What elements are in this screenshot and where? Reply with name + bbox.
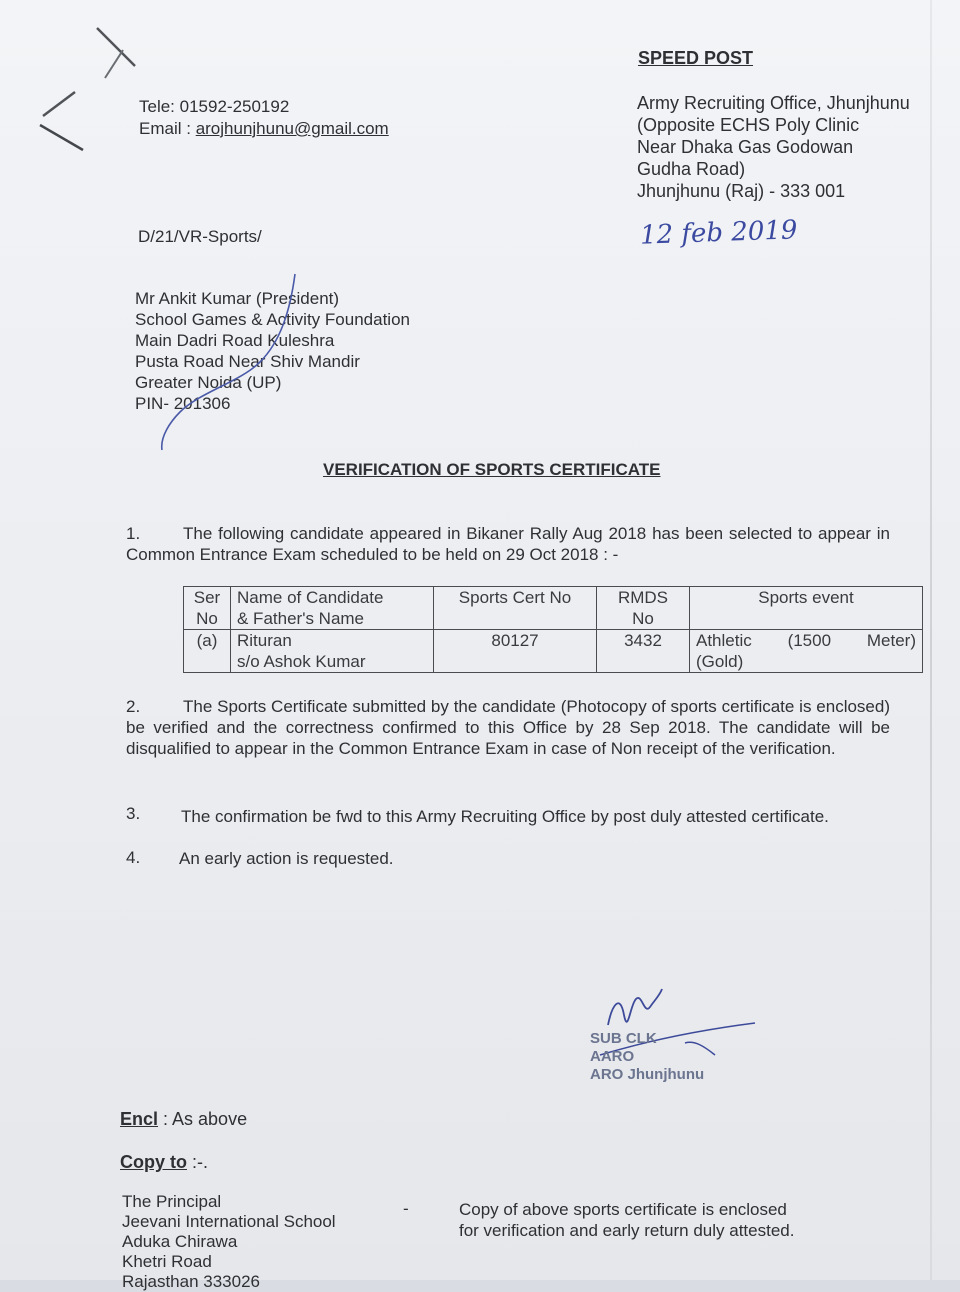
email-label: Email : <box>139 119 196 138</box>
cell-cert: 80127 <box>434 630 597 673</box>
cell-rmds: 3432 <box>597 630 690 673</box>
header-ser-line: Ser <box>193 588 221 607</box>
copy-note-line: for verification and early return duly attested. <box>459 1221 795 1240</box>
copy-recipient-line: The Principal <box>122 1192 222 1211</box>
enclosure-value: : As above <box>158 1109 248 1129</box>
cell-name <box>231 630 434 673</box>
copy-note-line: Copy of above sports certificate is enclosed <box>459 1200 787 1219</box>
paragraph-2 <box>126 696 890 759</box>
recipient-line: Greater Noida (UP) <box>135 373 282 392</box>
copy-recipient-address <box>122 1192 336 1292</box>
office-address-line: Army Recruiting Office, Jhunjhunu <box>637 93 910 113</box>
header-rmds-line: RMDS <box>617 588 669 607</box>
paragraph-4-number: 4. <box>126 848 141 867</box>
reference-number: D/21/VR-Sports/ <box>138 227 262 246</box>
header-name <box>231 587 434 630</box>
copy-dash: - <box>403 1199 409 1218</box>
copy-note <box>459 1199 794 1241</box>
recipient-line: Main Dadri Road Kuleshra <box>135 331 335 350</box>
staple-pin-marks <box>35 20 145 160</box>
paragraph-1-text: The following candidate appeared in Bikaner Rally Aug 2018 has been selected to appear in Common Entrance Exam scheduled to be held on 29 Oct 2018 : - <box>126 524 890 564</box>
header-ser-line: No <box>196 609 218 628</box>
header-cert: Sports Cert No <box>434 587 597 630</box>
handwritten-date: 12 feb 2019 <box>639 215 798 251</box>
event-word: Meter) <box>866 631 916 650</box>
paragraph-1 <box>126 523 890 565</box>
event-word: (1500 <box>787 631 832 650</box>
office-address <box>637 92 937 202</box>
header-event: Sports event <box>690 587 923 630</box>
recipient-line: PIN- 201306 <box>135 394 231 413</box>
header-rmds-line: No <box>632 609 654 628</box>
paragraph-2-number: 2. <box>126 697 141 716</box>
copy-to-label: Copy to <box>120 1152 187 1172</box>
recipient-line: Mr Ankit Kumar (President) <box>135 289 340 308</box>
office-address-line: Gudha Road) <box>637 159 746 179</box>
subject-heading: VERIFICATION OF SPORTS CERTIFICATE <box>323 460 661 479</box>
table-row <box>184 630 923 673</box>
speed-post-label: SPEED POST <box>638 48 754 68</box>
copy-recipient-line: Khetri Road <box>122 1252 212 1271</box>
paragraph-3-text: The confirmation be fwd to this Army Recruiting Office by post duly attested certificate. <box>181 807 829 826</box>
copy-recipient-line: Jeevani International School <box>122 1212 336 1231</box>
event-word: Athletic <box>696 631 752 650</box>
header-name-line: Name of Candidate <box>237 588 384 607</box>
stamp-line: AARO <box>590 1048 635 1065</box>
cell-ser: (a) <box>184 630 231 673</box>
paragraph-2-text: The Sports Certificate submitted by the candidate (Photocopy of sports certificate is enclosed) be verified and the correctness confirmed to this Office by 28 Sep 2018. The candidate will be disqualified to appear in the Common Entrance Exam in case of Non receipt of the verification. <box>126 697 890 758</box>
recipient-line: Pusta Road Near Shiv Mandir <box>135 352 360 371</box>
copy-to-line <box>120 1151 208 1173</box>
header-name-line: & Father's Name <box>237 609 365 628</box>
father-name: s/o Ashok Kumar <box>237 652 366 671</box>
enclosure-label: Encl <box>120 1109 159 1129</box>
stamp-line: ARO Jhunjhunu <box>590 1066 705 1083</box>
email-address[interactable]: arojhunjhunu@gmail.com <box>195 119 389 138</box>
enclosure-line <box>120 1108 247 1130</box>
telephone: Tele: 01592-250192 <box>139 97 290 116</box>
header-rmds <box>597 587 690 630</box>
header-ser <box>184 587 231 630</box>
copy-recipient-line: Rajasthan 333026 <box>122 1272 261 1291</box>
paragraph-3-number: 3. <box>126 804 141 823</box>
copy-to-suffix: :-. <box>187 1152 208 1172</box>
email-line <box>139 118 389 139</box>
office-stamp <box>590 1030 704 1084</box>
table-header-row <box>184 587 923 630</box>
recipient-line: School Games & Activity Foundation <box>135 310 410 329</box>
stamp-line: SUB CLK <box>590 1030 657 1047</box>
office-address-line: Jhunjhunu (Raj) - 333 001 <box>637 181 846 201</box>
pen-mark <box>140 272 310 452</box>
paragraph-1-number: 1. <box>126 524 141 543</box>
copy-recipient-line: Aduka Chirawa <box>122 1232 238 1251</box>
cell-event <box>690 630 923 673</box>
event-medal: (Gold) <box>696 652 744 671</box>
event-line <box>696 630 916 651</box>
office-address-line: (Opposite ECHS Poly Clinic <box>637 115 860 135</box>
office-address-line: Near Dhaka Gas Godowan <box>637 137 854 157</box>
paragraph-4-text: An early action is requested. <box>179 849 394 868</box>
candidate-table <box>183 586 923 673</box>
candidate-name: Rituran <box>237 631 292 650</box>
